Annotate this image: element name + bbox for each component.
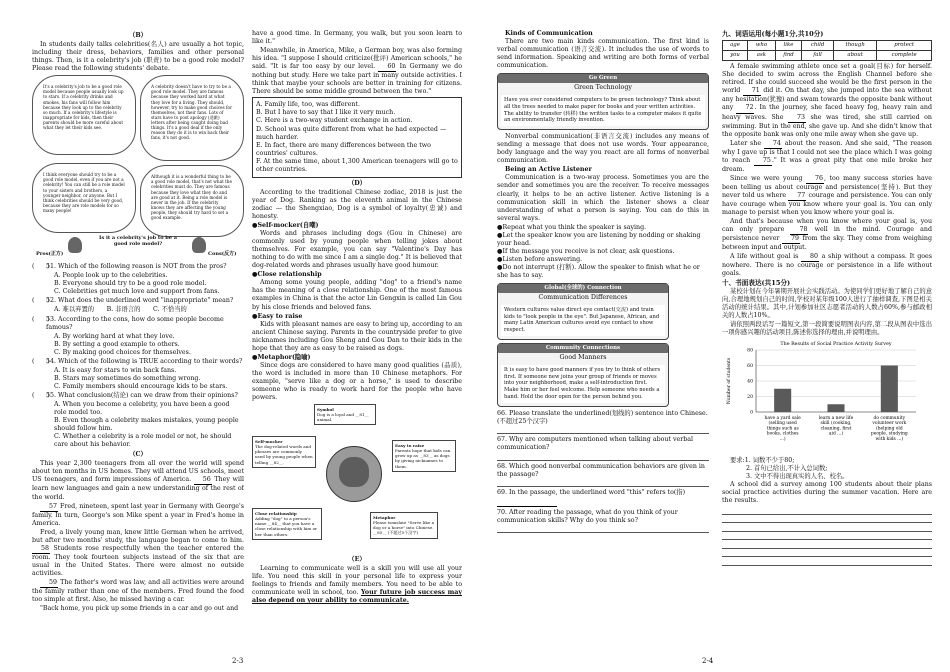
answer-69[interactable] xyxy=(497,498,557,507)
c-para-6: Meanwhile, in America, Mike, a German boy, was also forming his idea. "I suppose I should criticize(批评) American schools," he said. "It is far too easy by our level. 60 In Germany we do nothing but study. Here we take part in many outside activities. I think that maybe your schools are better in training for citizens. There should be some middle ground between the two." xyxy=(252,47,462,96)
heading-self-mocker: ●Self-mocker(自嘲) xyxy=(252,222,319,230)
q68: 68. Which good nonverbal communication behaviors are given in the passage? xyxy=(497,463,709,488)
tip-item: ●Listen before answering. xyxy=(497,255,583,263)
blank-56[interactable]: 56 xyxy=(194,476,212,485)
map-easy-to-raise: Easy to raise Parents hope that kids can grow up as __83__ as dogs by giving nicknames to them. xyxy=(392,440,456,472)
blank-79[interactable]: 79 xyxy=(782,235,800,244)
option: A. 难以弃置的 B. 非语言的 C. 不恰当的 xyxy=(54,306,187,314)
dog-image xyxy=(326,446,382,502)
survey-bar-chart xyxy=(722,338,932,456)
answer-bracket[interactable]: ( ) xyxy=(32,315,50,323)
word-bank-cell: you xyxy=(723,51,748,61)
card-go-green xyxy=(497,73,709,130)
column-3 xyxy=(497,30,709,533)
y-tick-label: 60 xyxy=(747,364,753,370)
center-question: Is it a celebrity's job to be a good role model? xyxy=(99,235,177,248)
heading-part-9: 九、词语运用(每小题1分,共10分) xyxy=(722,30,824,38)
blank-60[interactable]: 60 xyxy=(378,63,396,72)
word-bank-cell: though xyxy=(834,41,877,51)
cloze-para-4: And that's because when you know where your goal is, you can only prepare 78 well in the mind. Courage and persistence never 79 from the sky. They come from weighing between input and output. xyxy=(722,218,932,252)
card-community-title: Good Manners xyxy=(559,353,607,361)
pro-label: Pros(正方) xyxy=(36,251,64,258)
x-tick-label: have a yard sale (selling used things such as books, clothes ...) xyxy=(764,416,801,442)
q70: 70. After reading the passage, what do you think of your communication skills? Why do you think so? xyxy=(497,509,709,534)
x-tick-label: learn a new life skill (cooking, cleaning, first aid ...) xyxy=(818,416,854,437)
map-metaphor: Metaphor Please translate "Serve like a dog or a horse" into Chinese. __85__ (不超过5个汉字) xyxy=(370,512,438,538)
question-text: 55. What conclusion(结论) can we draw from their opinions? xyxy=(46,391,238,399)
dog-mind-map xyxy=(252,404,462,554)
heading-easy-to-raise: ●Easy to raise xyxy=(252,312,303,320)
c-para-3: Fred, a lively young man, knew little German when he arrived, but after two months' study, the language began to come to him. 58 Students rose respectfully when the teacher entered the room. They took fourteen subjects instead of the six that are usual in the United States. There were almost no outside activities. xyxy=(32,528,244,577)
tip-item: ●Repeat what you think the speaker is saying. xyxy=(497,223,647,231)
requirements: 要求:1. 词数不少于80; 2. 首句已给出,不计入总词数; 3. 文中不得出现真实的人名、校名。 xyxy=(730,457,849,481)
answer-bracket[interactable]: ( ) xyxy=(32,297,50,305)
d-para-4: Kids with pleasant names are easy to bring up, according to an ancient Chinese saying. Parents in the countryside prefer to give nicknames including Gou Sheng and Gou Dan to their kids in the hope that they are as easy to be raised as dogs. xyxy=(252,320,462,352)
question-52 xyxy=(32,297,244,314)
blank-71[interactable]: 71 xyxy=(743,87,761,96)
word-bank-cell: who xyxy=(747,41,775,51)
word-bank-cell: age xyxy=(723,41,748,51)
section-c-label: （C） xyxy=(129,451,147,459)
word-bank-cell: fall xyxy=(802,51,834,61)
question-51 xyxy=(32,263,244,296)
option: B. Stars may sometimes do something wrong. xyxy=(54,374,201,382)
question-text: 51. Which of the following reason is NOT from the pros? xyxy=(46,263,227,271)
b-intro: In students daily talks celebrities(名人) are usually a hot topic, including their dress, behaviors, families and other personal things. Then, is it a celebrity's job (职责) to be a good role model? Please read the following students' debate. xyxy=(32,41,244,73)
word-bank-cell: child xyxy=(802,41,834,51)
option: A. By working hard at what they love. xyxy=(54,332,175,340)
y-axis-label: Number of students xyxy=(727,357,732,405)
d-para-5: Since dogs are considered to have many good qualities (品质), the word is included in more than 10 Chinese metaphors. For example, "serve like a dog or a horse," is used to describe someone who is ready to work hard for the people who have powers. xyxy=(252,361,462,402)
option-c: C. Here is a two-way student exchange in action. xyxy=(256,117,413,125)
writing-prompt-2: 请依照两段话写一篇短文,第一段简要说明图表内容,第二段从图表中选出一项你感兴趣的活动项目,陈述你选择的理由,并说明理由。 xyxy=(722,321,932,337)
blank-59[interactable]: 59 xyxy=(40,579,58,588)
y-tick-label: 40 xyxy=(747,379,753,385)
card-global xyxy=(497,283,669,340)
c-para-1: This year 2,300 teenagers from all over the world will spend about ten months in US homes. They will attend US schools, meet US teenagers, and form impressions of America. 56 They will learn new languages and gain a new understanding of the rest of the world. xyxy=(32,460,244,501)
option: C. Whether a celebrity is a role model or not, he should care about his behavior. xyxy=(54,433,232,449)
x-tick-label: do community volunteer work (helping old people, studying with kids ...) xyxy=(870,416,908,442)
tip-item: ●Do not interrupt (打断). Allow the speaker to finish what he or she has to say. xyxy=(497,263,700,279)
e-underlined-sentence: Your future job success may also depend on your ability to communicate. xyxy=(252,589,462,605)
question-text: 53. According to the cons, how do some people become famous? xyxy=(46,315,224,331)
column-1 xyxy=(32,30,244,614)
pro-figure-icon xyxy=(68,237,82,253)
blank-77[interactable]: 77 xyxy=(788,192,806,201)
blank-74[interactable]: 74 xyxy=(764,140,782,149)
c-para-2: 57 Fred, nineteen, spent last year in Germany with George's family. In turn, George's son Mike spent a year in Fred's home in America. xyxy=(32,502,244,527)
c-para-4: 59 The father's word was law, and all activities were around the family rather than one of the members. Fred found the food too simple at first. Also, he missed having a car. xyxy=(32,578,244,604)
option-d: D. School was quite different from what he had expected — much harder. xyxy=(256,125,447,141)
tip-item: ●Let the speaker know you are listening by nodding or shaking your head. xyxy=(497,231,701,247)
answer-bracket[interactable]: ( ) xyxy=(32,357,50,365)
answer-bracket[interactable]: ( ) xyxy=(32,263,50,271)
option: C. Family members should encourage kids to be stars. xyxy=(54,382,228,390)
answer-lines-68[interactable] xyxy=(497,479,709,488)
card-community-body: It is easy to have good manners if you try to think of others first. If someone new joins your group of friends or moves into your neighborhood, make a self-introduction first. Make him or her feel welcome. Help someone who needs a hand. Hold the door open for the person behind you. xyxy=(501,365,665,403)
cloze-para-2: Later she 74 about the reason. And she said, "The reason why I gave up is that I could not see the place which I was going to reach 75." It was a great pity that one mile broke her dream. xyxy=(722,139,932,173)
e-para-2: There are two main kinds communication. The first kind is verbal communication (语言交流). It includes the use of words to send information. Speaking and writing are both forms of verbal communication. xyxy=(497,38,709,70)
bubble-bottom-left: I think everyone should try to be a good role model, even if you are not a celebrity! You can still be a role model to your sisters and brothers, a younger neighbor, or anyone. But I think celebrities should be very good, because they are role models for so many people! xyxy=(32,163,136,233)
option-f: F. At the same time, about 1,300 American teenagers will go to other countries. xyxy=(256,157,458,173)
option: C. By making good choices for themselves. xyxy=(54,348,191,356)
question-53 xyxy=(32,316,244,357)
q66: 66. Please translate the underlined(划线的) sentence into Chinese.(不超过25个汉字) xyxy=(497,410,709,435)
heading-active-listener: Being an Active Listener xyxy=(505,166,592,174)
section-d-label: （D） xyxy=(347,179,367,187)
option-e: E. In fact, there are many differences between the two countries' cultures. xyxy=(256,141,431,157)
e-para-1: Learning to communicate well is a skill you will use all your life. You need this skill in your personal life to express your feelings to friends and family members. You need to be able to communicate well in school, too. Your future job success may also depend on your ability to communicate. xyxy=(252,565,462,605)
option-b: B. But I have to say that I like it very much. xyxy=(256,109,396,117)
options-box xyxy=(252,97,462,177)
section-b-label: （B） xyxy=(129,32,147,39)
b-questions xyxy=(32,263,244,449)
word-bank-cell: protect xyxy=(877,41,932,51)
card-community xyxy=(497,343,669,407)
section-e-label: （E） xyxy=(348,556,366,564)
writing-lines[interactable] xyxy=(722,506,932,566)
option-a: A. Family life, too, was different. xyxy=(256,101,360,109)
c-para-cont: have a good time. In Germany, you walk, but you soon learn to like it." xyxy=(252,30,462,46)
listening-tips xyxy=(497,224,709,280)
blank-78[interactable]: 78 xyxy=(790,226,808,235)
option: B. Everyone should try to be a good role model. xyxy=(54,280,207,288)
card-community-header: Community Connections xyxy=(498,344,668,353)
word-bank-cell: find xyxy=(775,51,801,61)
writing-prompt-1: 某校计划在今年暑期开展社会实践活动。为使同学们更好地了解自己的意向,合理地规划自己的时间,学校对某年级100人进行了抽样调查,下图是相关活动的统计结果。其中,计划参加社区志愿者活动的人数占60%,参与邮政相关的人数占10%。 xyxy=(722,287,932,319)
cloze-para-5: A life without goal is 80 a ship without a compass. It goes nowhere. There is no courage or persistence in a life without goals. xyxy=(722,253,932,278)
blank-72[interactable]: 72 xyxy=(736,104,754,113)
q69: 69. In the passage, the underlined word "this" refers to(指) xyxy=(497,489,709,506)
con-figure-icon xyxy=(192,237,206,253)
bar-3 xyxy=(881,366,898,413)
e-para-4: Communication is a two-way process. Sometimes you are the sender and sometimes you are the receiver. To receive messages clearly, it helps to be an active listener. Active listening is a communication skill in which the listener shows a clear understanding of what a person is saying. You can do this in several ways. xyxy=(497,174,709,222)
option: A. When you become a celebrity, you have been a good role model too. xyxy=(54,400,230,417)
option: A. People look up to the celebrities. xyxy=(54,272,168,280)
card-global-title: Communication Differences xyxy=(538,293,628,301)
d-para-1: According to the traditional Chinese zodiac, 2018 is just the year of Dog. Ranking as the eleventh animal in the Chinese zodiac — the Shengxiao, Dog is a symbol of loyalty(忠诚) and honesty. xyxy=(252,188,462,220)
tip-item: ●If the message you receive is not clear, ask questions. xyxy=(497,247,675,255)
card-go-green-title: Green Technology xyxy=(574,84,632,92)
blank-80[interactable]: 80 xyxy=(801,253,819,262)
debate-figure xyxy=(32,75,244,261)
blank-57[interactable]: 57 xyxy=(40,503,58,512)
word-bank-cell: like xyxy=(775,41,801,51)
heading-close-relationship: ●Close relationship xyxy=(252,271,322,279)
map-symbol: Symbol Dog is a loyal and __81__ animal. xyxy=(314,404,376,425)
page-number-right: 2-4 xyxy=(702,657,714,665)
blank-75[interactable]: 75 xyxy=(754,157,772,166)
page-number-left: 2-3 xyxy=(232,657,244,665)
heading-metaphor: ●Metaphor(隐喻) xyxy=(252,353,311,361)
map-self-mocker: Self-mocker The dog-related words and phrases are commonly used by young people when telling __82__. xyxy=(252,436,316,468)
bubble-top-right: A celebrity doesn't have to try to be a good role model. They are famous because they worked hard at what they love for a living. They should, however, try to make good choices for themselves, not their fans. Lots of stars have to post apology (道歉) letters after being caught doing bad things. It's a good deal if the only reason they do it is to win back their fans, it's not good. xyxy=(140,75,244,161)
q67: 67. Why are computers mentioned when talking about verbal communication? xyxy=(497,436,709,461)
y-tick-label: 80 xyxy=(747,348,753,354)
bar-2 xyxy=(827,404,844,412)
bubble-bottom-right: Although it is a wonderful thing to be a good role model, that's not what the celebrities must do. They are famous because they love what they do and are good at it. Being a role model is never in the job. If the celebrity knows they are affecting the young people, they should try hard to set a good example. xyxy=(140,165,244,237)
y-tick-label: 20 xyxy=(747,395,753,401)
c-para-5: "Back home, you pick up some friends in a car and go out and xyxy=(40,605,239,613)
column-2 xyxy=(252,30,462,606)
writing-start: A school did a survey among 100 students about their plans social practice activities during the summer vacation. Here are the results. xyxy=(722,481,932,505)
cons-label: Cons(反方) xyxy=(208,251,237,258)
word-bank-cell: complete xyxy=(877,51,932,61)
question-54 xyxy=(32,358,244,391)
e-para-3: Nonverbal communication(非语言交流) includes any means of sending a message that does not use words. Your appearance, body language and the way you react are all forms of nonverbal communication. xyxy=(497,133,709,165)
question-text: 52. What does the underlined word "inappropriate" mean? xyxy=(46,297,234,305)
card-global-body: Western cultures value direct eye contact(交流) and train kids to "look people in the eye". But Japanese, African, and many Latin American cultures avoid eye contact to show respect. xyxy=(501,305,665,336)
blank-76[interactable]: 76 xyxy=(806,175,824,184)
bubble-top-left: It's a celebrity's job to be a good role model because people usually look up to stars. If a celebrity drinks and smokes, his fans will follow him because they look up to the celebrity so much. If a celebrity's lifestyle is inappropriate for kids, then their parents should be more careful about what they let their kids see. xyxy=(32,75,136,155)
bar-1 xyxy=(774,389,791,412)
blank-73[interactable]: 73 xyxy=(788,114,806,123)
word-bank-cell: ask xyxy=(747,51,775,61)
cloze-para-3: Since we were young 76, too many success stories have been telling us about courage and persistence(坚持). But they never told us where 77 courage and persistence. You can only have courage when you know where your goal is. You can only manage to persist when you know where your goal is. xyxy=(722,174,932,217)
question-55 xyxy=(32,392,244,449)
chart-title: The Results of Social Practice Activity Survey xyxy=(780,342,892,348)
option: B. Even though a celebrity makes mistakes, young people should follow him. xyxy=(54,417,239,433)
answer-lines-70[interactable] xyxy=(497,525,709,534)
map-close-relationship: Close relationship Adding "dog" to a person's name __84__ that you have a close relationship with him or her than others. xyxy=(252,508,322,540)
word-bank xyxy=(722,40,932,61)
heading-kinds: Kinds of Communication xyxy=(505,30,593,37)
answer-bracket[interactable]: ( ) xyxy=(32,391,50,399)
y-tick-label: 0 xyxy=(750,410,753,416)
column-4 xyxy=(722,30,932,566)
heading-part-10: 十、书面表达(共15分) xyxy=(722,279,791,288)
d-para-3: Among some young people, adding "dog" to a friend's name has the meaning of a close relationship. One of the most famous examples in China is that the actor Lin Gengxin is called Lin Gou by his close friends and beloved fans. xyxy=(252,279,462,311)
question-text: 54. Which of the following is TRUE according to their words? xyxy=(46,357,243,365)
card-go-green-header: Go Green xyxy=(498,74,708,83)
blank-58[interactable]: 58 xyxy=(32,545,50,554)
option: A. It is easy for stars to win back fans. xyxy=(54,366,177,374)
word-bank-cell: about xyxy=(834,51,877,61)
d-para-2: Words and phrases including dogs (Gou in Chinese) are commonly used by young people when telling jokes about themselves. For example, you can say "Valentine's Day has nothing to do with me since I am a single dog." It is believed that dog-related words and phrases usually have good humour. xyxy=(252,230,462,270)
card-global-header: Global(全球的) Connection xyxy=(498,284,668,293)
cloze-para-1: A female swimming athlete once set a goal(目标) for herself. She decided to swim across the English Channel before she retired. If she could succeed she would be the first person in the world 71 did it. On that day, she jumped into the sea without any hesitation(犹豫) and swam towards the opposite bank without any 72. In the journey, she faced heavy fog, heavy rain and heavy waves. She 73 she was tired, she still carried on swimming. But in the end, she gave up. And she didn't know that the opposite bank was only one mile away when she gave up. xyxy=(722,63,932,138)
option: B. By setting a good example to others. xyxy=(54,340,180,348)
answer-lines-67[interactable] xyxy=(497,452,709,461)
option: C. Celebrities get much love and support from fans. xyxy=(54,288,220,296)
answer-lines-66[interactable] xyxy=(497,426,709,435)
card-go-green-body: Have you ever considered computers to be green technology? Think about all the trees needed to make paper for books and your written activities. The ability to transfer (转移) the written tasks to a computer makes it quite an environmentally friendly invention. xyxy=(501,95,705,126)
